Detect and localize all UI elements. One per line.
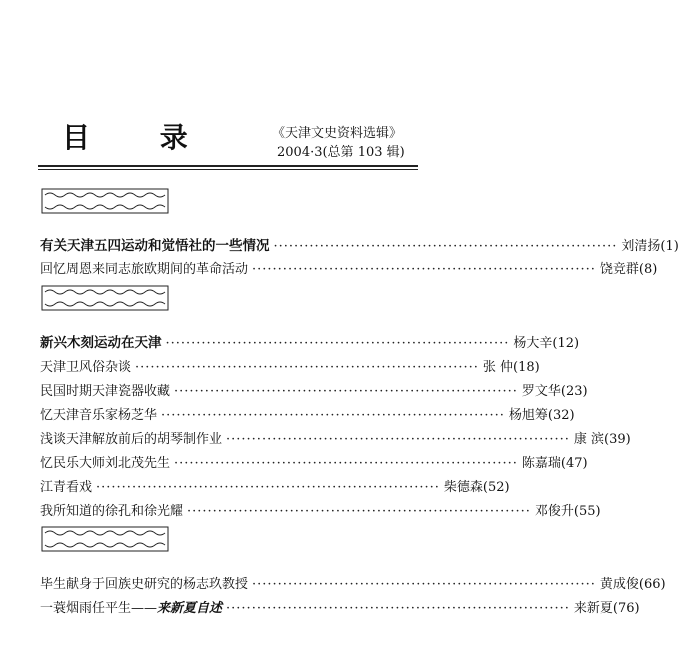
entry-author: 黄成俊	[599, 577, 639, 592]
toc-entry[interactable]	[40, 356, 540, 375]
entry-title: 浅谈天津解放前后的胡琴制作业	[40, 432, 223, 447]
leader-dots: ···································································	[226, 601, 570, 616]
entry-title: 民国时期天津瓷器收藏	[40, 384, 171, 399]
entry-title: 回忆周恩来同志旅欧期间的革命活动	[40, 262, 249, 277]
toc-entry[interactable]	[40, 573, 666, 592]
entry-title: 忆天津音乐家杨芝华	[40, 408, 158, 423]
entry-author: 饶竞群	[599, 262, 639, 277]
leader-dots: ···································································	[252, 577, 596, 592]
leader-dots: ···································································	[273, 239, 618, 254]
leader-dots: ···································································	[165, 336, 510, 351]
entry-title: 一蓑烟雨任平生——	[40, 601, 158, 616]
leader-dots: ···································································	[174, 456, 518, 471]
leader-dots: ···································································	[226, 432, 570, 447]
entry-author: 杨旭筹	[508, 408, 548, 423]
leader-dots: ···································································	[96, 480, 440, 495]
toc-entry[interactable]	[40, 428, 631, 447]
entry-page: (32)	[547, 408, 575, 423]
toc-entry[interactable]	[40, 234, 679, 254]
section-ornament-3	[41, 526, 169, 552]
leader-dots: ···································································	[174, 384, 518, 399]
toc-entry[interactable]	[40, 476, 510, 495]
entry-title: 我所知道的徐孔和徐光耀	[40, 504, 184, 519]
journal-name: 《天津文史资料选辑》	[272, 126, 403, 141]
section-ornament-1	[41, 188, 169, 214]
entry-page: (18)	[513, 360, 540, 375]
entry-author: 康 滨	[573, 432, 605, 447]
entry-author: 柴德森	[443, 480, 483, 495]
entry-author: 张 仲	[482, 360, 514, 375]
toc-entry[interactable]	[40, 258, 658, 277]
entry-title: 江青看戏	[40, 480, 93, 495]
entry-author: 来新夏	[573, 601, 613, 616]
leader-dots: ···································································	[252, 262, 596, 277]
section-ornament-2	[41, 285, 169, 311]
entry-title: 新兴木刻运动在天津	[40, 335, 162, 351]
entry-author: 杨大辛	[513, 336, 553, 351]
toc-entry[interactable]	[40, 331, 580, 351]
entry-page: (12)	[552, 336, 580, 351]
toc-entry[interactable]	[40, 452, 588, 471]
entry-page: (66)	[638, 577, 666, 592]
entry-author: 刘清扬	[621, 239, 661, 254]
entry-page: (1)	[660, 239, 679, 254]
toc-entry[interactable]	[40, 597, 640, 616]
toc-entry[interactable]	[40, 404, 575, 423]
entry-subtitle: 来新夏自述	[157, 601, 223, 616]
entry-page: (39)	[604, 432, 631, 447]
entry-author: 邓俊升	[534, 504, 574, 519]
entry-author: 陈嘉瑞	[521, 456, 561, 471]
entry-title: 天津卫风俗杂谈	[40, 360, 132, 375]
entry-page: (8)	[638, 262, 658, 277]
entry-page: (52)	[482, 480, 510, 495]
page-title: 目 录	[62, 121, 218, 154]
entry-page: (23)	[560, 384, 588, 399]
entry-author: 罗文华	[521, 384, 561, 399]
issue-number: 2004·3(总第 103 辑)	[277, 145, 405, 160]
entry-title: 毕生献身于回族史研究的杨志玖教授	[40, 577, 249, 592]
entry-title: 忆民乐大师刘北茂先生	[40, 456, 171, 471]
entry-page: (76)	[612, 601, 640, 616]
toc-entry[interactable]	[40, 380, 588, 399]
entry-page: (47)	[560, 456, 588, 471]
entry-page: (55)	[573, 504, 601, 519]
entry-title: 有关天津五四运动和觉悟社的一些情况	[40, 238, 270, 254]
leader-dots: ···································································	[135, 360, 479, 375]
toc-entry[interactable]	[40, 500, 601, 519]
leader-dots: ···································································	[187, 504, 531, 519]
header-rule-thin	[38, 169, 418, 170]
header-rule-thick	[38, 165, 418, 167]
leader-dots: ···································································	[161, 408, 505, 423]
